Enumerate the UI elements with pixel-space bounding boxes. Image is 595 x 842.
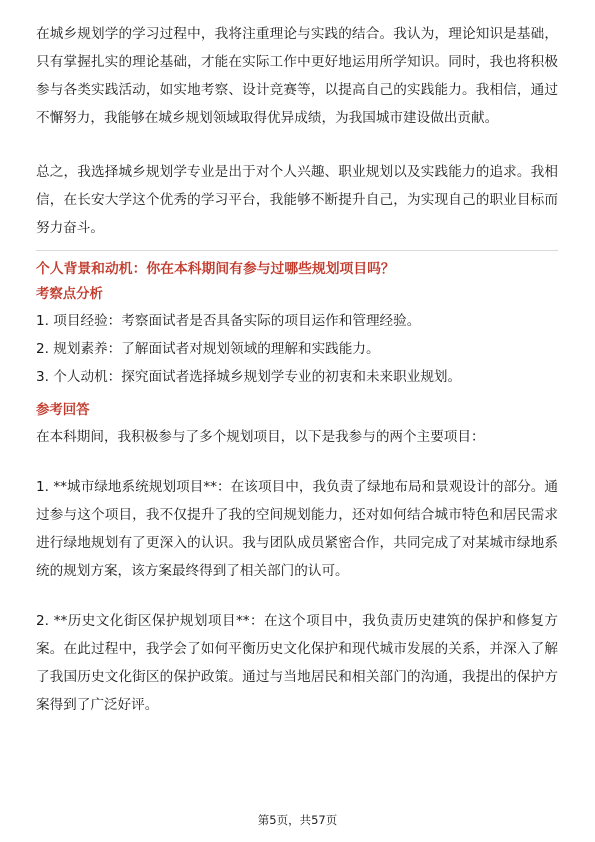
answer-heading: 参考回答 bbox=[36, 403, 90, 418]
spacer bbox=[36, 451, 558, 473]
analysis-heading: 考察点分析 bbox=[36, 287, 103, 302]
answer-item-2: 2. **历史文化街区保护规划项目**：在这个项目中，我负责历史建筑的保护和修复方案。在此过程中，我学会了如何平衡历史文化保护和现代城市发展的关系，并深入了解了我国历史文化街区的保护政策。通过与当地居民和相关部门的沟通，我提出的保护方案得到了广泛好评。 bbox=[36, 613, 558, 713]
question-title: 个人背景和动机：你在本科期间有参与过哪些规划项目吗？ bbox=[36, 261, 395, 277]
analysis-item: 2. 规划素养：了解面试者对规划领域的理解和实践能力。 bbox=[36, 341, 380, 357]
answer-item-1: 1. **城市绿地系统规划项目**：在该项目中，我负责了绿地布局和景观设计的部分。通过参与这个项目，我不仅提升了我的空间规划能力，还对如何结合城市特色和居民需求进行绿地规划有了更深入的认识。我与团队成员紧密合作，共同完成了对某城市绿地系统的规划方案，该方案最终得到了相关部门的认可。 bbox=[36, 479, 558, 579]
analysis-list bbox=[36, 307, 558, 391]
analysis-item: 3. 个人动机：探究面试者选择城乡规划学专业的初衷和未来职业规划。 bbox=[36, 369, 462, 385]
page-number: 第5页，共57页 bbox=[257, 813, 338, 827]
spacer bbox=[36, 391, 558, 397]
document-page bbox=[36, 20, 558, 719]
intro-paragraph-1: 在城乡规划学的学习过程中，我将注重理论与实践的结合。我认为，理论知识是基础，只有掌握扎实的理论基础，才能在实际工作中更好地运用所学知识。同时，我也将积极参与各类实践活动，如实地考察、设计竞赛等，以提高自己的实践能力。我相信，通过不懈努力，我能够在城乡规划领域取得优异成绩，为我国城市建设做出贡献。 bbox=[36, 26, 558, 126]
analysis-item: 1. 项目经验：考察面试者是否具备实际的项目运作和管理经验。 bbox=[36, 313, 421, 329]
section-divider bbox=[36, 250, 558, 251]
answer-intro: 在本科期间，我积极参与了多个规划项目，以下是我参与的两个主要项目： bbox=[36, 429, 485, 445]
spacer bbox=[36, 585, 558, 607]
intro-paragraph-2: 总之，我选择城乡规划学专业是出于对个人兴趣、职业规划以及实践能力的追求。我相信，在长安大学这个优秀的学习平台，我能够不断提升自己，为实现自己的职业目标而努力奋斗。 bbox=[36, 164, 558, 236]
spacer bbox=[36, 132, 558, 158]
